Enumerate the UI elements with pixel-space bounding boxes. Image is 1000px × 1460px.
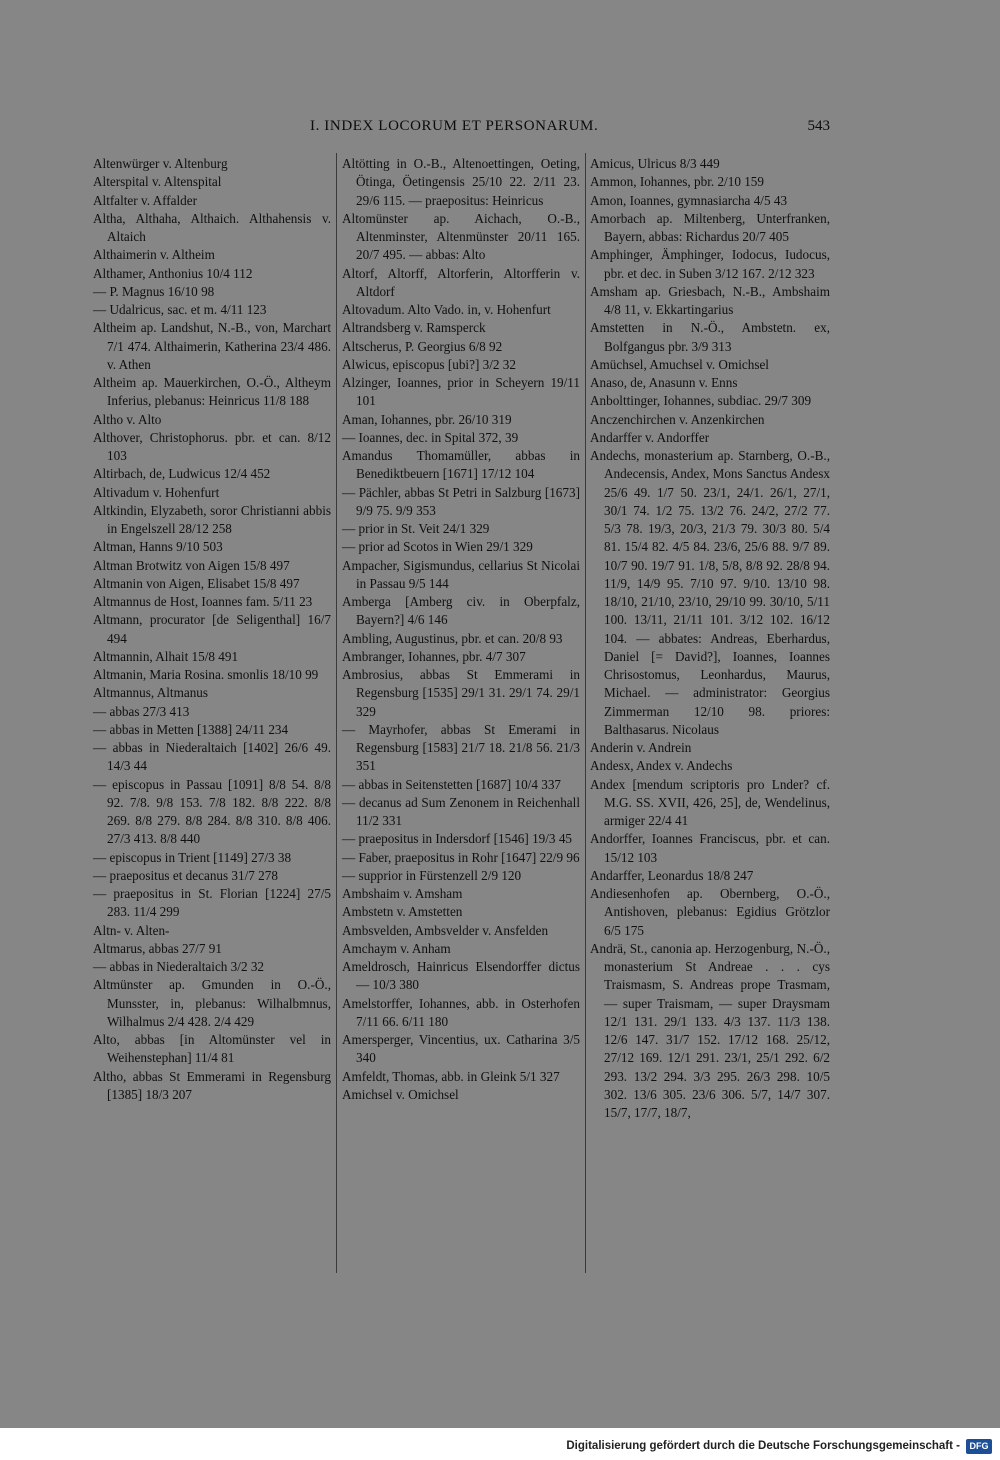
index-entry: Altmannus, Altmanus — [93, 685, 209, 701]
page-header — [90, 118, 830, 138]
index-entry: Altmanin, Maria Rosina. smonlis 18/10 99 — [93, 667, 319, 682]
index-entry: — Mayrhofer, abbas St Emerami in Regensburg [1583] 21/7 18. 21/8 56. 21/3 351 — [342, 721, 580, 774]
index-entry: Ambling, Augustinus, pbr. et can. 20/8 93 — [342, 630, 563, 646]
digitization-footer — [0, 1436, 1000, 1458]
index-entry: Amberga [Amberg civ. in Oberpfalz, Bayern?] 4/6 146 — [342, 594, 580, 628]
index-entry: Ameldrosch, Hainricus Elsendorffer dictus — 10/3 380 — [342, 959, 580, 993]
index-entry: — praepositus in St. Florian [1224] 27/5 283. 11/4 299 — [93, 886, 331, 920]
index-entry: — praepositus et decanus 31/7 278 — [93, 867, 278, 883]
index-column-3 — [590, 155, 830, 1122]
funding-note: Digitalisierung gefördert durch die Deutsche Forschungsgemeinschaft - — [566, 1440, 960, 1452]
index-entry: — abbas in Seitenstetten [1687] 10/4 337 — [342, 776, 562, 792]
index-entry: — praepositus in Indersdorf [1546] 19/3 45 — [342, 831, 573, 847]
column-rule — [336, 153, 337, 1273]
index-entry: Amorbach ap. Miltenberg, Unterfranken, Bayern, abbas: Richardus 20/7 405 — [590, 210, 830, 244]
index-entry: Altheim ap. Mauerkirchen, O.-Ö., Altheym Inferius, plebanus: Heinricus 11/8 188 — [93, 375, 331, 409]
index-entry: Anbolttinger, Iohannes, subdiac. 29/7 309 — [590, 393, 812, 409]
index-entry: Amstetten in N.-Ö., Ambstetn. ex, Bolfgangus pbr. 3/9 313 — [590, 320, 830, 354]
index-entry: — P. Magnus 16/10 98 — [93, 283, 215, 299]
index-entry: — Pächler, abbas St Petri in Salzburg [1673] 9/9 75. 9/9 353 — [342, 484, 580, 518]
index-entry: Andechs, monasterium ap. Starnberg, O.-B., Andecensis, Andex, Mons Sanctus Andesx 25/6 49. 1/7 50. 23/1, 24/1. 26/1, 27/1, 30/1 74. 1/2 75. 13/2 76. 24/2, 27/2 77. 5/3 78. 19/3, 20/3, 21/3 79. 30/3 80. 5/4 81. 15/4 82. 4/5 84. 23/6, 25/6 88. 9/7 89. 10/7 90. 19/7 91. 1/8, 5/8, 8/8 92. 28/8 94. 11/9, 14/9 95. 7/10 97. 9/10. 13/10 98. 18/10, 21/10, 23/10, 29/10 99. 30/10, 5/11 100. 13/11, 21/11 101. 3/12 102. 16/12 104. — abbates: Andreas, Eberhardus, Daniel [= David?], Ioannes, Ioannes Chrisostomus, Leonhardus, Maurus, Michael. — administrator: Georgius Zimmerman 12/10 98. priores: Balthasarus. Nicolaus — [590, 448, 830, 737]
index-entry: Altenwürger v. Altenburg — [93, 156, 228, 171]
index-entry: Amon, Ioannes, gymnasiarcha 4/5 43 — [590, 192, 788, 208]
index-entry: Althover, Christophorus. pbr. et can. 8/12 103 — [93, 429, 331, 463]
index-entry: Andesx, Andex v. Andechs — [590, 758, 733, 774]
index-entry: Alwicus, episcopus [ubi?] 3/2 32 — [342, 356, 516, 372]
index-entry: Altmanin von Aigen, Elisabet 15/8 497 — [93, 575, 300, 591]
index-entry: Anczenchirchen v. Anzenkirchen — [590, 411, 765, 427]
index-entry: Altha, Althaha, Althaich. Althahensis v. Altaich — [93, 210, 331, 244]
index-entry: Ambstetn v. Amstetten — [342, 904, 463, 920]
index-column-2 — [342, 155, 580, 1104]
running-title: I. INDEX LOCORUM ET PERSONARUM. — [310, 118, 599, 134]
index-entry: Altho, abbas St Emmerami in Regensburg [1385] 18/3 207 — [93, 1068, 331, 1102]
index-entry: Andarffer, Leonardus 18/8 247 — [590, 867, 754, 883]
index-entry: Altfalter v. Affalder — [93, 192, 197, 208]
index-entry: Altomünster ap. Aichach, O.-B., Altenminster, Altenmünster 20/11 165. 20/7 495. — abbas: Alto — [342, 210, 580, 263]
index-entry: Altman, Hanns 9/10 503 — [93, 539, 223, 555]
index-entry: Alterspital v. Altenspital — [93, 174, 222, 190]
index-entry: Altn- v. Alten- — [93, 922, 170, 938]
index-entry: Alto, abbas [in Altomünster vel in Weihenstephan] 11/4 81 — [93, 1032, 331, 1066]
index-entry: Anaso, de, Anasunn v. Enns — [590, 375, 738, 390]
column-rule — [585, 153, 586, 1273]
index-entry: — decanus ad Sum Zenonem in Reichenhall 11/2 331 — [342, 794, 580, 828]
index-entry: Altscherus, P. Georgius 6/8 92 — [342, 338, 503, 354]
index-entry: — supprior in Fürstenzell 2/9 120 — [342, 867, 522, 883]
index-entry: — episcopus in Passau [1091] 8/8 54. 8/8 92. 7/8. 9/8 153. 7/8 182. 8/8 222. 8/8 269. 8/8 279. 8/8 284. 8/8 310. 8/8 406. 27/3 413. 8/8 440 — [93, 776, 331, 847]
index-entry: — abbas in Niederaltaich [1402] 26/6 49. 14/3 44 — [93, 740, 331, 774]
index-entry: Althamer, Anthonius 10/4 112 — [93, 265, 253, 281]
index-column-1 — [93, 155, 331, 1104]
index-entry: Altivadum v. Hohenfurt — [93, 484, 220, 500]
index-entry: — abbas 27/3 413 — [93, 703, 190, 719]
index-entry: Ambsvelden, Ambsvelder v. Ansfelden — [342, 922, 549, 938]
index-entry: Altmannus de Host, Ioannes fam. 5/11 23 — [93, 594, 313, 609]
index-entry: — prior ad Scotos in Wien 29/1 329 — [342, 539, 533, 555]
index-entry: Amersperger, Vincentius, ux. Catharina 3/5 340 — [342, 1032, 580, 1066]
index-entry: Ambranger, Iohannes, pbr. 4/7 307 — [342, 648, 526, 664]
index-entry: Amicus, Ulricus 8/3 449 — [590, 156, 720, 171]
index-entry: Altkindin, Elyzabeth, soror Christianni abbis in Engelszell 28/12 258 — [93, 502, 331, 536]
index-entry: — abbas in Metten [1388] 24/11 234 — [93, 721, 289, 737]
index-entry: Amphinger, Ämphinger, Iodocus, Iudocus, pbr. et dec. in Suben 3/12 167. 2/12 323 — [590, 247, 830, 281]
index-entry: Altmarus, abbas 27/7 91 — [93, 940, 222, 956]
index-entry: Amchaym v. Anham — [342, 940, 451, 956]
index-entry: Andorffer, Ioannes Franciscus, pbr. et can. 15/12 103 — [590, 831, 830, 865]
index-entry: Amüchsel, Amuchsel v. Omichsel — [590, 356, 769, 372]
index-entry: Altman Brotwitz von Aigen 15/8 497 — [93, 557, 290, 573]
index-entry: Altho v. Alto — [93, 411, 162, 427]
index-entry: Altorf, Altorff, Altorferin, Altorfferin v. Altdorf — [342, 265, 580, 299]
index-entry: Ammon, Iohannes, pbr. 2/10 159 — [590, 174, 764, 190]
index-entry: Altmann, procurator [de Seligenthal] 16/7 494 — [93, 612, 331, 646]
index-entry: Andarffer v. Andorffer — [590, 429, 710, 445]
index-entry: — episcopus in Trient [1149] 27/3 38 — [93, 849, 292, 865]
index-entry: — abbas in Niederaltaich 3/2 32 — [93, 959, 265, 974]
index-entry: Altötting in O.-B., Altenoettingen, Oeting, Ötinga, Öetingensis 25/10 22. 2/11 23. 29/6 115. — praepositus: Heinricus — [342, 156, 580, 208]
index-entry: Amichsel v. Omichsel — [342, 1086, 459, 1102]
index-entry: Amandus Thomamüller, abbas in Benediktbeuern [1671] 17/12 104 — [342, 448, 580, 482]
index-entry: Althaimerin v. Altheim — [93, 247, 215, 263]
index-entry: Ambshaim v. Amsham — [342, 886, 463, 901]
index-entry: — prior in St. Veit 24/1 329 — [342, 521, 490, 536]
index-entry: — Udalricus, sac. et m. 4/11 123 — [93, 302, 267, 317]
index-entry: Amelstorffer, Iohannes, abb. in Osterhofen 7/11 66. 6/11 180 — [342, 995, 580, 1029]
index-entry: Altmünster ap. Gmunden in O.-Ö., Munsster, in, plebanus: Wilhalbmnus, Wilhalmus 2/4 428. 2/4 429 — [93, 977, 331, 1029]
index-entry: — Faber, praepositus in Rohr [1647] 22/9 96 — [342, 849, 580, 865]
index-entry: Andrä, St., canonia ap. Herzogenburg, N.-Ö., monasterium St Andreae . . . cys Traismasm, S. Andreas prope Trasmam, — super Traismam, — super Draysmam 12/1 131. 29/1 133. 4/3 137. 11/3 138. 12/6 147. 31/7 152. 17/12 168. 25/12, 27/12 169. 12/1 291. 23/1, 25/1 292. 6/2 293. 13/2 294. 3/3 295. 26/3 298. 10/5 302. 13/6 305. 23/6 306. 5/7, 14/7 307. 15/7, 17/7, 18/7, — [590, 940, 830, 1120]
index-entry: Andex [mendum scriptoris pro Lnder? cf. M.G. SS. XVII, 426, 25], de, Wendelinus, armiger 22/4 41 — [590, 776, 830, 828]
index-entry: — Ioannes, dec. in Spital 372, 39 — [342, 429, 519, 445]
index-entry: Alzinger, Ioannes, prior in Scheyern 19/11 101 — [342, 375, 580, 409]
index-entry: Amfeldt, Thomas, abb. in Gleink 5/1 327 — [342, 1068, 560, 1084]
page-number: 543 — [807, 118, 830, 134]
index-entry: Altirbach, de, Ludwicus 12/4 452 — [93, 466, 271, 482]
index-entry: Andiesenhofen ap. Obernberg, O.-Ö., Antishoven, plebanus: Egidius Grötzlor 6/5 175 — [590, 886, 830, 938]
index-entry: Ambrosius, abbas St Emmerami in Regensburg [1535] 29/1 31. 29/1 74. 29/1 329 — [342, 667, 580, 719]
index-entry: Altovadum. Alto Vado. in, v. Hohenfurt — [342, 302, 551, 317]
index-entry: Amsham ap. Griesbach, N.-B., Ambshaim 4/8 11, v. Ekkartingarius — [590, 283, 830, 317]
index-entry: Altmannin, Alhait 15/8 491 — [93, 648, 239, 664]
index-entry: Aman, Iohannes, pbr. 26/10 319 — [342, 411, 512, 427]
dfg-logo: DFG — [966, 1439, 992, 1454]
index-entry: Altrandsberg v. Ramsperck — [342, 320, 486, 336]
index-entry: Ampacher, Sigismundus, cellarius St Nicolai in Passau 9/5 144 — [342, 557, 580, 591]
index-entry: Altheim ap. Landshut, N.-B., von, Marchart 7/1 474. Althaimerin, Katherina 23/4 486. v. Athen — [93, 320, 331, 372]
index-entry: Anderin v. Andrein — [590, 740, 692, 755]
